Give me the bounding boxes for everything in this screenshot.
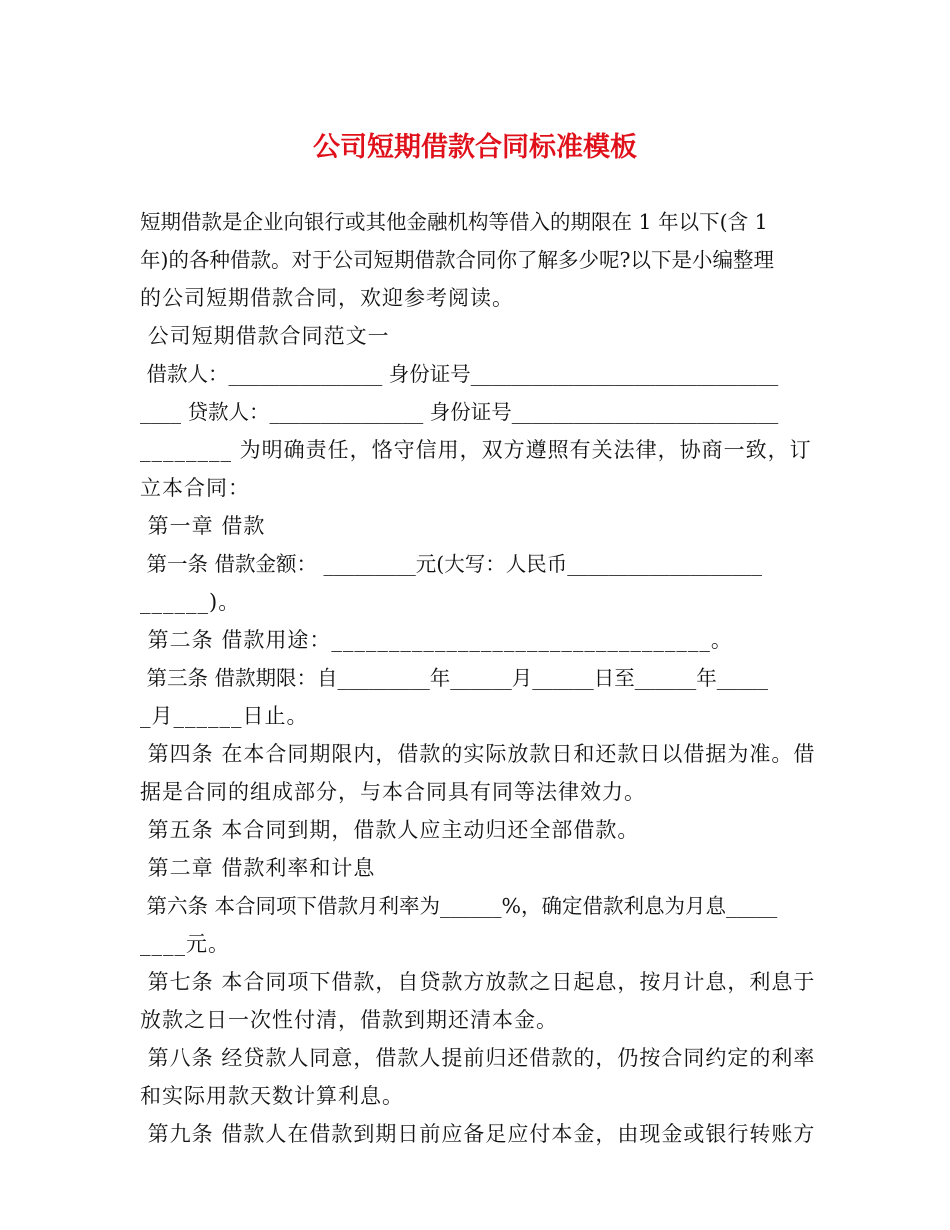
chapter-heading: 第一章 借款 bbox=[140, 514, 266, 538]
article-line: 第六条 本合同项下借款月利率为______%，确定借款利息为月息_____ bbox=[140, 894, 778, 918]
text-line: ______)。 bbox=[140, 590, 241, 614]
text-line: ________ 为明确责任，恪守信用，双方遵照有关法律，协商一致，订 bbox=[140, 438, 812, 462]
text-line: 放款之日一次性付清，借款到期还清本金。 bbox=[140, 1008, 558, 1032]
text-line: 的公司短期借款合同，欢迎参考阅读。 bbox=[140, 286, 514, 310]
article-line: 第七条 本合同项下借款，自贷款方放款之日起息，按月计息，利息于 bbox=[140, 970, 816, 994]
text-line: 和实际用款天数计算利息。 bbox=[140, 1084, 404, 1108]
article-line: 第二条 借款用途：_________________________________。 bbox=[140, 628, 733, 652]
document-body bbox=[140, 203, 816, 1153]
document-title: 公司短期借款合同标准模板 bbox=[313, 132, 637, 163]
article-line: 第三条 借款期限：自_________年______月______日至______年_____ bbox=[140, 666, 769, 690]
lender-line: ____ 贷款人：_______________ 身份证号__________________________ bbox=[140, 400, 779, 424]
text-line: 立本合同： bbox=[140, 476, 250, 500]
article-line: 第四条 在本合同期限内，借款的实际放款日和还款日以借据为准。借 bbox=[140, 742, 816, 766]
section-heading: 公司短期借款合同范文一 bbox=[140, 324, 390, 348]
text-line: ____元。 bbox=[140, 932, 230, 956]
article-line: 第五条 本合同到期，借款人应主动归还全部借款。 bbox=[140, 818, 640, 842]
text-line: 年)的各种借款。对于公司短期借款合同你了解多少呢?以下是小编整理 bbox=[140, 248, 774, 272]
text-line: _月______日止。 bbox=[140, 704, 309, 728]
text-line: 短期借款是企业向银行或其他金融机构等借入的期限在 1 年以下(含 1 bbox=[140, 210, 768, 234]
borrower-line: 借款人：_______________ 身份证号______________________________ bbox=[140, 362, 779, 386]
article-line: 第九条 借款人在借款到期日前应备足应付本金，由现金或银行转账方 bbox=[140, 1122, 816, 1146]
chapter-heading: 第二章 借款利率和计息 bbox=[140, 856, 376, 880]
article-line: 第一条 借款金额： _________元(大写：人民币___________________ bbox=[140, 552, 763, 576]
text-line: 据是合同的组成部分，与本合同具有同等法律效力。 bbox=[140, 780, 646, 804]
article-line: 第八条 经贷款人同意，借款人提前归还借款的，仍按合同约定的利率 bbox=[140, 1046, 816, 1070]
